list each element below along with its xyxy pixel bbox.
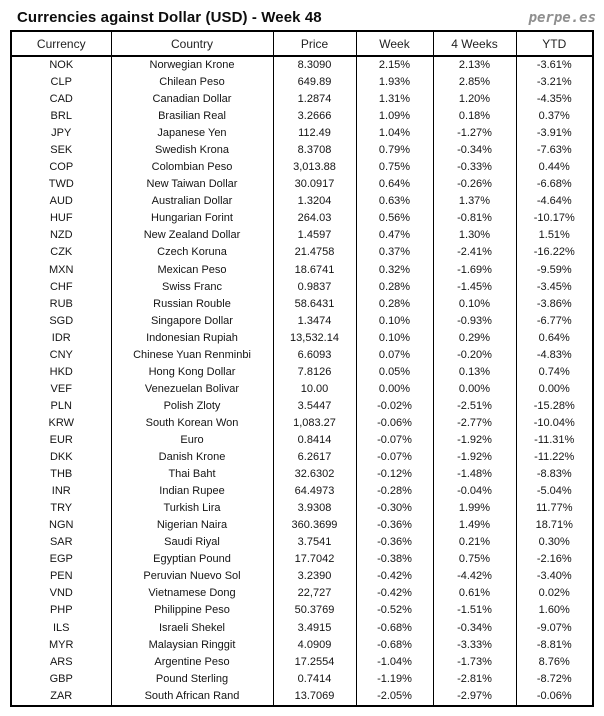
cell-currency: VEF <box>11 381 111 398</box>
cell-week: 0.10% <box>356 313 433 330</box>
table-row <box>11 551 593 568</box>
cell-four-weeks: -2.77% <box>433 415 516 432</box>
cell-price: 10.00 <box>273 381 356 398</box>
cell-price: 7.8126 <box>273 364 356 381</box>
table-row <box>11 159 593 176</box>
cell-currency: HUF <box>11 210 111 227</box>
cell-ytd: -3.61% <box>516 56 593 74</box>
table-row <box>11 108 593 125</box>
titlebar <box>0 0 604 30</box>
table-row <box>11 313 593 330</box>
cell-four-weeks: -1.51% <box>433 602 516 619</box>
cell-currency: BRL <box>11 108 111 125</box>
cell-ytd: 0.37% <box>516 108 593 125</box>
cell-four-weeks: -1.73% <box>433 654 516 671</box>
cell-country: Peruvian Nuevo Sol <box>111 568 273 585</box>
table-row <box>11 364 593 381</box>
cell-price: 3.5447 <box>273 398 356 415</box>
cell-four-weeks: -2.51% <box>433 398 516 415</box>
cell-country: Euro <box>111 432 273 449</box>
cell-country: Saudi Riyal <box>111 534 273 551</box>
cell-four-weeks: -1.48% <box>433 466 516 483</box>
table-row <box>11 415 593 432</box>
cell-ytd: 0.44% <box>516 159 593 176</box>
cell-price: 8.3090 <box>273 56 356 74</box>
cell-week: 1.04% <box>356 125 433 142</box>
cell-week: -0.68% <box>356 620 433 637</box>
cell-price: 6.2617 <box>273 449 356 466</box>
cell-country: Czech Koruna <box>111 244 273 261</box>
cell-week: 0.28% <box>356 279 433 296</box>
cell-country: Venezuelan Bolivar <box>111 381 273 398</box>
cell-ytd: -3.21% <box>516 74 593 91</box>
cell-four-weeks: 0.75% <box>433 551 516 568</box>
cell-ytd: -8.72% <box>516 671 593 688</box>
cell-currency: SAR <box>11 534 111 551</box>
cell-price: 17.7042 <box>273 551 356 568</box>
cell-four-weeks: 0.13% <box>433 364 516 381</box>
table-row <box>11 279 593 296</box>
cell-country: Polish Zloty <box>111 398 273 415</box>
cell-ytd: -0.06% <box>516 688 593 706</box>
cell-currency: KRW <box>11 415 111 432</box>
cell-price: 3,013.88 <box>273 159 356 176</box>
cell-ytd: 18.71% <box>516 517 593 534</box>
cell-currency: SEK <box>11 142 111 159</box>
table-row <box>11 654 593 671</box>
cell-currency: PLN <box>11 398 111 415</box>
table-row <box>11 296 593 313</box>
cell-country: Philippine Peso <box>111 602 273 619</box>
cell-price: 30.0917 <box>273 176 356 193</box>
cell-four-weeks: 1.99% <box>433 500 516 517</box>
cell-country: New Zealand Dollar <box>111 227 273 244</box>
cell-ytd: 0.64% <box>516 330 593 347</box>
cell-currency: THB <box>11 466 111 483</box>
cell-price: 1,083.27 <box>273 415 356 432</box>
cell-four-weeks: 0.21% <box>433 534 516 551</box>
table-row <box>11 568 593 585</box>
cell-four-weeks: 1.30% <box>433 227 516 244</box>
table-row <box>11 330 593 347</box>
cell-ytd: 1.60% <box>516 602 593 619</box>
cell-four-weeks: 1.49% <box>433 517 516 534</box>
cell-currency: COP <box>11 159 111 176</box>
cell-country: Swiss Franc <box>111 279 273 296</box>
cell-four-weeks: 2.13% <box>433 56 516 74</box>
table-row <box>11 210 593 227</box>
cell-price: 112.49 <box>273 125 356 142</box>
cell-four-weeks: -0.81% <box>433 210 516 227</box>
cell-price: 58.6431 <box>273 296 356 313</box>
cell-currency: ARS <box>11 654 111 671</box>
cell-ytd: -9.07% <box>516 620 593 637</box>
cell-four-weeks: 0.00% <box>433 381 516 398</box>
cell-four-weeks: 1.20% <box>433 91 516 108</box>
cell-week: 1.93% <box>356 74 433 91</box>
cell-currency: CHF <box>11 279 111 296</box>
table-row <box>11 381 593 398</box>
table-row <box>11 74 593 91</box>
cell-country: Egyptian Pound <box>111 551 273 568</box>
cell-currency: MXN <box>11 262 111 279</box>
column-header-price: Price <box>273 31 356 56</box>
cell-four-weeks: 0.18% <box>433 108 516 125</box>
cell-week: -0.42% <box>356 585 433 602</box>
cell-currency: CNY <box>11 347 111 364</box>
cell-country: Nigerian Naira <box>111 517 273 534</box>
cell-country: Singapore Dollar <box>111 313 273 330</box>
cell-week: 0.05% <box>356 364 433 381</box>
cell-country: Mexican Peso <box>111 262 273 279</box>
table-row <box>11 142 593 159</box>
cell-country: Canadian Dollar <box>111 91 273 108</box>
cell-country: Indian Rupee <box>111 483 273 500</box>
cell-currency: AUD <box>11 193 111 210</box>
cell-country: Brasilian Real <box>111 108 273 125</box>
cell-ytd: -4.35% <box>516 91 593 108</box>
cell-ytd: 0.74% <box>516 364 593 381</box>
cell-ytd: -3.91% <box>516 125 593 142</box>
cell-week: 0.47% <box>356 227 433 244</box>
cell-price: 1.4597 <box>273 227 356 244</box>
table-body <box>11 56 593 706</box>
cell-four-weeks: -1.69% <box>433 262 516 279</box>
cell-week: -0.02% <box>356 398 433 415</box>
cell-currency: HKD <box>11 364 111 381</box>
cell-week: 0.37% <box>356 244 433 261</box>
cell-price: 3.2390 <box>273 568 356 585</box>
table-row <box>11 125 593 142</box>
cell-week: -2.05% <box>356 688 433 706</box>
cell-price: 360.3699 <box>273 517 356 534</box>
cell-four-weeks: -0.20% <box>433 347 516 364</box>
cell-currency: DKK <box>11 449 111 466</box>
cell-ytd: -11.22% <box>516 449 593 466</box>
column-header-ytd: YTD <box>516 31 593 56</box>
table-row <box>11 432 593 449</box>
cell-ytd: -6.68% <box>516 176 593 193</box>
cell-currency: NZD <box>11 227 111 244</box>
cell-week: -0.36% <box>356 517 433 534</box>
cell-ytd: -10.04% <box>516 415 593 432</box>
table-row <box>11 688 593 706</box>
cell-country: Russian Rouble <box>111 296 273 313</box>
table-header-row <box>11 31 593 56</box>
table-row <box>11 637 593 654</box>
table-row <box>11 244 593 261</box>
cell-four-weeks: -2.81% <box>433 671 516 688</box>
cell-currency: ILS <box>11 620 111 637</box>
cell-four-weeks: -0.26% <box>433 176 516 193</box>
cell-ytd: 0.00% <box>516 381 593 398</box>
cell-price: 264.03 <box>273 210 356 227</box>
cell-currency: CLP <box>11 74 111 91</box>
cell-price: 0.9837 <box>273 279 356 296</box>
cell-country: Argentine Peso <box>111 654 273 671</box>
cell-price: 3.7541 <box>273 534 356 551</box>
cell-currency: CAD <box>11 91 111 108</box>
cell-country: Colombian Peso <box>111 159 273 176</box>
cell-week: -0.42% <box>356 568 433 585</box>
cell-country: Turkish Lira <box>111 500 273 517</box>
cell-currency: JPY <box>11 125 111 142</box>
cell-ytd: 8.76% <box>516 654 593 671</box>
cell-ytd: -7.63% <box>516 142 593 159</box>
cell-ytd: -8.83% <box>516 466 593 483</box>
table-row <box>11 671 593 688</box>
cell-four-weeks: -2.97% <box>433 688 516 706</box>
cell-currency: NOK <box>11 56 111 74</box>
cell-country: Malaysian Ringgit <box>111 637 273 654</box>
table-row <box>11 602 593 619</box>
cell-week: 0.56% <box>356 210 433 227</box>
cell-currency: ZAR <box>11 688 111 706</box>
cell-ytd: -9.59% <box>516 262 593 279</box>
cell-ytd: 0.02% <box>516 585 593 602</box>
cell-week: 0.75% <box>356 159 433 176</box>
cell-week: 1.31% <box>356 91 433 108</box>
cell-week: 0.07% <box>356 347 433 364</box>
cell-ytd: 1.51% <box>516 227 593 244</box>
table-row <box>11 227 593 244</box>
cell-ytd: -4.64% <box>516 193 593 210</box>
cell-ytd: -4.83% <box>516 347 593 364</box>
table-row <box>11 449 593 466</box>
table-row <box>11 193 593 210</box>
cell-ytd: 0.30% <box>516 534 593 551</box>
cell-country: Australian Dollar <box>111 193 273 210</box>
table-row <box>11 483 593 500</box>
cell-currency: VND <box>11 585 111 602</box>
cell-ytd: -16.22% <box>516 244 593 261</box>
cell-price: 0.8414 <box>273 432 356 449</box>
table-header <box>11 31 593 56</box>
table-row <box>11 500 593 517</box>
cell-four-weeks: -3.33% <box>433 637 516 654</box>
column-header-country: Country <box>111 31 273 56</box>
cell-week: 0.63% <box>356 193 433 210</box>
cell-week: 2.15% <box>356 56 433 74</box>
cell-country: Danish Krone <box>111 449 273 466</box>
cell-four-weeks: -1.92% <box>433 432 516 449</box>
column-header-currency: Currency <box>11 31 111 56</box>
cell-country: New Taiwan Dollar <box>111 176 273 193</box>
cell-currency: MYR <box>11 637 111 654</box>
cell-ytd: -5.04% <box>516 483 593 500</box>
cell-country: Indonesian Rupiah <box>111 330 273 347</box>
cell-four-weeks: 1.37% <box>433 193 516 210</box>
brand-logo: perpe.es <box>528 10 596 26</box>
cell-currency: TRY <box>11 500 111 517</box>
cell-four-weeks: 0.61% <box>433 585 516 602</box>
cell-week: -0.38% <box>356 551 433 568</box>
cell-country: Norwegian Krone <box>111 56 273 74</box>
cell-ytd: -2.16% <box>516 551 593 568</box>
cell-week: -0.28% <box>356 483 433 500</box>
cell-four-weeks: -1.45% <box>433 279 516 296</box>
cell-four-weeks: 2.85% <box>433 74 516 91</box>
cell-week: -1.04% <box>356 654 433 671</box>
cell-week: -0.06% <box>356 415 433 432</box>
cell-price: 50.3769 <box>273 602 356 619</box>
cell-currency: IDR <box>11 330 111 347</box>
cell-week: 0.00% <box>356 381 433 398</box>
cell-country: Thai Baht <box>111 466 273 483</box>
table-row <box>11 262 593 279</box>
cell-price: 21.4758 <box>273 244 356 261</box>
table-row <box>11 585 593 602</box>
cell-week: -0.12% <box>356 466 433 483</box>
cell-country: Hungarian Forint <box>111 210 273 227</box>
cell-country: Swedish Krona <box>111 142 273 159</box>
cell-currency: NGN <box>11 517 111 534</box>
cell-currency: EGP <box>11 551 111 568</box>
cell-week: -0.07% <box>356 449 433 466</box>
cell-week: 0.64% <box>356 176 433 193</box>
cell-ytd: -3.86% <box>516 296 593 313</box>
cell-ytd: -10.17% <box>516 210 593 227</box>
table-row <box>11 176 593 193</box>
cell-ytd: -3.40% <box>516 568 593 585</box>
cell-country: Japanese Yen <box>111 125 273 142</box>
cell-country: Hong Kong Dollar <box>111 364 273 381</box>
cell-currency: EUR <box>11 432 111 449</box>
cell-four-weeks: -0.34% <box>433 620 516 637</box>
cell-four-weeks: 0.10% <box>433 296 516 313</box>
cell-price: 1.3204 <box>273 193 356 210</box>
table-row <box>11 466 593 483</box>
cell-price: 18.6741 <box>273 262 356 279</box>
cell-four-weeks: -4.42% <box>433 568 516 585</box>
cell-price: 649.89 <box>273 74 356 91</box>
cell-currency: CZK <box>11 244 111 261</box>
table-row <box>11 620 593 637</box>
cell-week: 0.79% <box>356 142 433 159</box>
cell-ytd: -15.28% <box>516 398 593 415</box>
cell-week: -0.36% <box>356 534 433 551</box>
cell-four-weeks: -0.04% <box>433 483 516 500</box>
cell-country: South Korean Won <box>111 415 273 432</box>
table-row <box>11 347 593 364</box>
cell-currency: PEN <box>11 568 111 585</box>
cell-country: Vietnamese Dong <box>111 585 273 602</box>
column-header-week: Week <box>356 31 433 56</box>
cell-price: 8.3708 <box>273 142 356 159</box>
cell-price: 4.0909 <box>273 637 356 654</box>
table-row <box>11 56 593 74</box>
cell-four-weeks: -1.27% <box>433 125 516 142</box>
currency-table <box>10 30 594 707</box>
cell-price: 1.3474 <box>273 313 356 330</box>
cell-country: Israeli Shekel <box>111 620 273 637</box>
cell-four-weeks: -1.92% <box>433 449 516 466</box>
cell-ytd: -11.31% <box>516 432 593 449</box>
cell-four-weeks: -0.93% <box>433 313 516 330</box>
cell-currency: SGD <box>11 313 111 330</box>
cell-price: 3.9308 <box>273 500 356 517</box>
table-row <box>11 91 593 108</box>
cell-week: 1.09% <box>356 108 433 125</box>
cell-price: 17.2554 <box>273 654 356 671</box>
table-row <box>11 534 593 551</box>
cell-currency: GBP <box>11 671 111 688</box>
cell-ytd: -6.77% <box>516 313 593 330</box>
cell-week: 0.28% <box>356 296 433 313</box>
cell-price: 32.6302 <box>273 466 356 483</box>
cell-price: 13,532.14 <box>273 330 356 347</box>
page-title: Currencies against Dollar (USD) - Week 48 <box>17 9 322 26</box>
cell-week: 0.10% <box>356 330 433 347</box>
cell-week: -0.30% <box>356 500 433 517</box>
cell-country: Chilean Peso <box>111 74 273 91</box>
cell-country: Pound Sterling <box>111 671 273 688</box>
cell-price: 1.2874 <box>273 91 356 108</box>
cell-currency: TWD <box>11 176 111 193</box>
table-row <box>11 517 593 534</box>
cell-four-weeks: -2.41% <box>433 244 516 261</box>
cell-four-weeks: 0.29% <box>433 330 516 347</box>
column-header-4weeks: 4 Weeks <box>433 31 516 56</box>
cell-price: 13.7069 <box>273 688 356 706</box>
cell-week: -0.07% <box>356 432 433 449</box>
cell-price: 22,727 <box>273 585 356 602</box>
cell-country: South African Rand <box>111 688 273 706</box>
cell-country: Chinese Yuan Renminbi <box>111 347 273 364</box>
cell-ytd: -8.81% <box>516 637 593 654</box>
cell-week: -0.68% <box>356 637 433 654</box>
cell-price: 3.4915 <box>273 620 356 637</box>
cell-price: 0.7414 <box>273 671 356 688</box>
cell-currency: PHP <box>11 602 111 619</box>
cell-week: -1.19% <box>356 671 433 688</box>
cell-four-weeks: -0.34% <box>433 142 516 159</box>
cell-ytd: 11.77% <box>516 500 593 517</box>
cell-currency: INR <box>11 483 111 500</box>
cell-price: 3.2666 <box>273 108 356 125</box>
cell-week: 0.32% <box>356 262 433 279</box>
table-row <box>11 398 593 415</box>
cell-ytd: -3.45% <box>516 279 593 296</box>
cell-week: -0.52% <box>356 602 433 619</box>
cell-four-weeks: -0.33% <box>433 159 516 176</box>
cell-price: 64.4973 <box>273 483 356 500</box>
cell-currency: RUB <box>11 296 111 313</box>
cell-price: 6.6093 <box>273 347 356 364</box>
